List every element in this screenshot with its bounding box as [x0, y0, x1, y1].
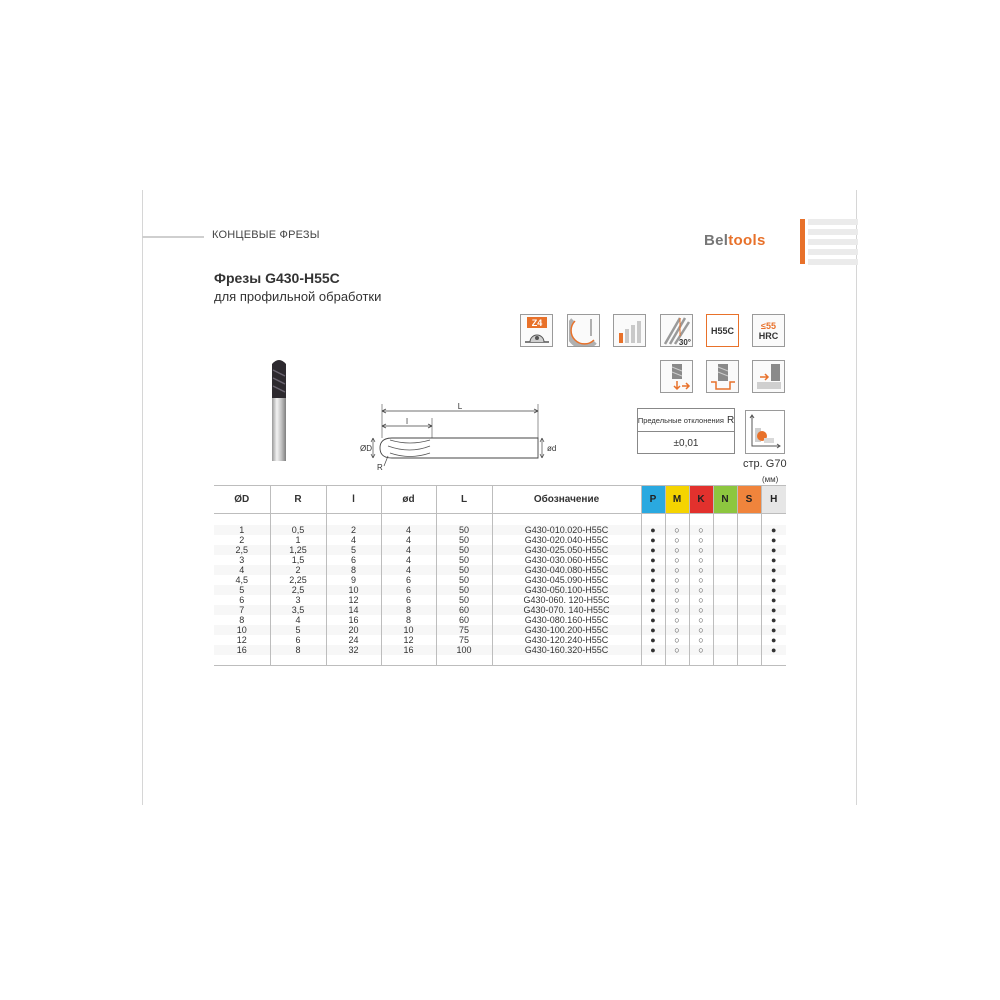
cell-iso-S [737, 625, 761, 635]
cell-diameter [214, 514, 270, 526]
cell-total-length: 100 [436, 645, 492, 655]
cell-iso-K: ○ [689, 575, 713, 585]
reference-page: стр. G70 [743, 458, 787, 470]
cell-designation: G430-060. 120-H55C [492, 595, 641, 605]
cell-designation: G430-010.020-H55C [492, 525, 641, 535]
cell-iso-K: ○ [689, 545, 713, 555]
cell-iso-S [737, 585, 761, 595]
cell-iso-H: ● [761, 555, 786, 565]
table-row [214, 645, 786, 655]
cell-diameter: 2 [239, 535, 245, 545]
cell-radius: 5 [270, 625, 326, 635]
cell-total-length: 50 [436, 565, 492, 575]
cell-iso-K: ○ [689, 595, 713, 605]
cell-diameter: 7 [214, 605, 270, 615]
side-milling-icon [752, 360, 785, 393]
drawing-label-l: l [406, 417, 408, 426]
cell-iso-N [713, 615, 737, 625]
cell-iso-M: ○ [665, 615, 689, 625]
cell-radius: 6 [270, 635, 326, 645]
cell-iso-S [737, 525, 761, 535]
cell-iso-K [689, 514, 713, 526]
col-header-iso-M: M [665, 486, 689, 514]
cell-iso-P: ● [641, 625, 665, 635]
cell-diameter: 6 [239, 595, 245, 605]
drawing-label-L: L [457, 402, 463, 411]
cell-designation: G430-120.240-H55C [492, 635, 641, 645]
cell-iso-P: ● [641, 585, 665, 595]
cell-diameter: 4,5 [235, 575, 248, 585]
cell-designation: G430-030.060-H55C [492, 555, 641, 565]
cell-iso-P [641, 655, 665, 666]
col-header-cut-length: l [326, 486, 381, 514]
hardness-icon [752, 314, 785, 347]
brand-logo-part1: Bel [704, 232, 729, 249]
col-header-iso-P: P [641, 486, 665, 514]
cell-cut-length [326, 514, 381, 526]
cell-total-length: 50 [436, 595, 492, 605]
cell-shank-diameter: 4 [381, 565, 436, 575]
cell-iso-S [737, 565, 761, 575]
page-border-right [856, 190, 857, 805]
cell-iso-M: ○ [665, 575, 689, 585]
product-title: Фрезы G430-H55C [214, 270, 340, 286]
brand-stripe [808, 249, 858, 255]
drawing-label-R: R [377, 463, 383, 472]
cell-total-length [436, 655, 492, 666]
table-row [214, 555, 786, 565]
cell-radius: 0,5 [270, 525, 326, 535]
table-spacer-row [214, 655, 786, 666]
cell-cut-length: 9 [326, 575, 381, 585]
cell-radius: 2 [270, 565, 326, 575]
section-rule [142, 236, 204, 238]
cell-cut-length [326, 655, 381, 666]
cell-diameter: 12 [236, 635, 247, 645]
cell-radius: 1 [270, 535, 326, 545]
col-header-iso-N: N [713, 486, 737, 514]
cell-total-length: 50 [436, 535, 492, 545]
cell-iso-H: ● [761, 585, 786, 595]
cell-designation: G430-040.080-H55C [492, 565, 641, 575]
cell-iso-P: ● [641, 525, 665, 535]
cell-iso-K: ○ [689, 605, 713, 615]
cell-designation [492, 514, 641, 526]
table-row [214, 605, 786, 615]
cell-cut-length: 14 [326, 605, 381, 615]
end-mill-photo [264, 356, 294, 466]
col-header-radius: R [270, 486, 326, 514]
cell-total-length: 50 [436, 585, 492, 595]
cell-iso-M: ○ [665, 625, 689, 635]
helix-angle-label: 30° [678, 337, 691, 346]
col-header-designation: Обозначение [492, 486, 641, 514]
cell-radius: 2,25 [270, 575, 326, 585]
cell-iso-K: ○ [689, 645, 713, 655]
cell-iso-S [737, 605, 761, 615]
cell-diameter: 8 [239, 615, 245, 625]
coating-icon [706, 314, 739, 347]
flutes-icon [520, 314, 553, 347]
cell-total-length: 60 [436, 605, 492, 615]
cell-shank-diameter: 6 [381, 595, 436, 605]
cell-iso-M [665, 514, 689, 526]
cell-designation: G430-100.200-H55C [492, 625, 641, 635]
cell-designation: G430-160.320-H55C [492, 645, 641, 655]
cell-iso-N [713, 605, 737, 615]
cell-iso-M: ○ [665, 555, 689, 565]
cell-radius: 3 [270, 595, 326, 605]
cell-diameter [214, 655, 270, 666]
cell-iso-S [737, 645, 761, 655]
cell-shank-diameter: 4 [381, 555, 436, 565]
cell-iso-S [737, 535, 761, 545]
drawing-label-d: ød [547, 444, 557, 453]
cell-iso-K: ○ [689, 535, 713, 545]
tolerance-label: Предельные отклонения [637, 415, 724, 425]
brand-stripe [808, 239, 858, 245]
cell-diameter: 1 [214, 525, 270, 535]
cell-diameter: 16 [214, 645, 270, 655]
cell-cut-length: 32 [326, 645, 381, 655]
col-header-iso-S: S [737, 486, 761, 514]
spec-table-body [214, 514, 786, 666]
cell-shank-diameter: 16 [381, 645, 436, 655]
cell-shank-diameter: 4 [381, 535, 436, 545]
cell-total-length [436, 514, 492, 526]
cell-iso-H: ● [761, 535, 786, 545]
product-subtitle: для профильной обработки [214, 289, 382, 304]
cell-iso-N [713, 565, 737, 575]
cell-iso-M: ○ [665, 545, 689, 555]
cell-radius: 3,5 [270, 605, 326, 615]
spec-table [214, 485, 786, 666]
cell-iso-P [641, 514, 665, 526]
slotting-icon [706, 360, 739, 393]
cell-shank-diameter: 8 [381, 615, 436, 625]
cell-diameter: 4 [214, 565, 270, 575]
cell-iso-K: ○ [689, 565, 713, 575]
tolerance-box [637, 408, 735, 454]
tolerance-symbol: R [726, 414, 735, 426]
cell-iso-N [713, 635, 737, 645]
cell-iso-H: ● [761, 635, 786, 645]
cell-designation: G430-050.100-H55C [492, 585, 641, 595]
cell-shank-diameter: 4 [381, 525, 436, 535]
col-header-shank-diameter: ød [381, 486, 436, 514]
cell-iso-S [737, 635, 761, 645]
cell-shank-diameter [381, 514, 436, 526]
cell-cut-length: 6 [326, 555, 381, 565]
flutes-label: Z4 [531, 317, 542, 328]
brand-logo [704, 232, 766, 249]
cell-designation: G430-070. 140-H55C [492, 605, 641, 615]
application-range-icon [613, 314, 646, 347]
cell-iso-P: ● [641, 645, 665, 655]
col-header-iso-K: K [689, 486, 713, 514]
brand-stripe [808, 219, 858, 225]
table-row [214, 615, 786, 625]
hardness-unit: HRC [758, 330, 779, 341]
cell-iso-N [713, 655, 737, 666]
cell-shank-diameter: 12 [381, 635, 436, 645]
cell-iso-P: ● [641, 565, 665, 575]
cell-iso-N [713, 545, 737, 555]
cell-iso-K: ○ [689, 555, 713, 565]
cell-designation: G430-020.040-H55C [492, 535, 641, 545]
cell-iso-H: ● [761, 615, 786, 625]
table-row [214, 595, 786, 605]
cell-iso-N [713, 585, 737, 595]
cell-total-length: 50 [436, 525, 492, 535]
cell-iso-H [761, 514, 786, 526]
cell-radius: 8 [270, 645, 326, 655]
cell-cut-length: 10 [326, 585, 381, 595]
brand-stripe [808, 259, 858, 265]
cell-iso-H: ● [761, 645, 786, 655]
cell-iso-N [713, 595, 737, 605]
table-row [214, 635, 786, 645]
cell-iso-M: ○ [665, 635, 689, 645]
cell-iso-M: ○ [665, 525, 689, 535]
cell-radius [270, 655, 326, 666]
cell-iso-S [737, 545, 761, 555]
cell-iso-H: ● [761, 605, 786, 615]
cell-iso-H [761, 655, 786, 666]
cell-shank-diameter: 4 [381, 545, 436, 555]
cell-iso-N [713, 525, 737, 535]
cell-radius [270, 514, 326, 526]
table-row [214, 525, 786, 535]
cell-iso-M [665, 655, 689, 666]
cell-iso-N [713, 514, 737, 526]
cell-iso-K: ○ [689, 625, 713, 635]
cell-diameter: 2,5 [214, 545, 270, 555]
cell-iso-N [713, 645, 737, 655]
cell-iso-N [713, 575, 737, 585]
cell-designation: G430-080.160-H55C [492, 615, 641, 625]
brand-stripe [808, 229, 858, 235]
cell-cut-length: 20 [326, 625, 381, 635]
cell-cut-length: 24 [326, 635, 381, 645]
col-header-total-length: L [436, 486, 492, 514]
cell-iso-P: ● [641, 535, 665, 545]
cell-shank-diameter: 8 [381, 605, 436, 615]
cell-cut-length: 8 [326, 565, 381, 575]
table-row [214, 575, 786, 585]
table-row [214, 545, 786, 555]
end-mill-drawing [360, 400, 570, 472]
cell-iso-H: ● [761, 575, 786, 585]
cell-cut-length: 12 [326, 595, 381, 605]
cell-iso-H: ● [761, 545, 786, 555]
cell-iso-P: ● [641, 595, 665, 605]
cell-iso-H: ● [761, 595, 786, 605]
cell-shank-diameter: 6 [381, 585, 436, 595]
cell-designation: G430-025.050-H55C [492, 545, 641, 555]
cell-iso-M: ○ [665, 605, 689, 615]
cell-iso-M: ○ [665, 585, 689, 595]
cell-iso-M: ○ [665, 565, 689, 575]
cell-iso-P: ● [641, 575, 665, 585]
unit-label: (мм) [762, 475, 779, 484]
cell-cut-length: 5 [326, 545, 381, 555]
col-header-diameter: ØD [214, 486, 270, 514]
hardness-value: ≤55 [761, 320, 776, 331]
cell-diameter: 5 [214, 585, 270, 595]
cell-iso-P: ● [641, 555, 665, 565]
table-header-row [214, 486, 786, 514]
cell-iso-K [689, 655, 713, 666]
cell-iso-P: ● [641, 615, 665, 625]
cutting-data-icon [745, 410, 785, 454]
cell-radius: 2,5 [270, 585, 326, 595]
cell-radius: 4 [270, 615, 326, 625]
brand-logo-part2: tools [728, 232, 766, 249]
cell-iso-S [737, 595, 761, 605]
tolerance-header [638, 409, 734, 432]
cell-diameter: 3 [239, 555, 245, 565]
cell-iso-N [713, 625, 737, 635]
cell-iso-S [737, 615, 761, 625]
cell-total-length: 50 [436, 545, 492, 555]
table-row [214, 585, 786, 595]
cell-shank-diameter [381, 655, 436, 666]
cell-shank-diameter: 6 [381, 575, 436, 585]
section-title: КОНЦЕВЫЕ ФРЕЗЫ [212, 229, 320, 241]
table-spacer-row [214, 514, 786, 526]
col-header-iso-H: H [761, 486, 786, 514]
cell-iso-K: ○ [689, 525, 713, 535]
coating-label: H55C [710, 325, 734, 336]
cell-cut-length: 2 [326, 525, 381, 535]
cell-iso-P: ● [641, 635, 665, 645]
cell-total-length: 75 [436, 625, 492, 635]
cell-iso-P: ● [641, 605, 665, 615]
cell-cut-length: 16 [326, 615, 381, 625]
cell-shank-diameter: 10 [381, 625, 436, 635]
cell-total-length: 50 [436, 575, 492, 585]
table-row [214, 565, 786, 575]
cell-cut-length: 4 [326, 535, 381, 545]
cell-diameter: 10 [214, 625, 270, 635]
cell-iso-S [737, 655, 761, 666]
tolerance-value: ±0,01 [673, 437, 699, 449]
cell-iso-H: ● [761, 565, 786, 575]
cell-iso-K: ○ [689, 585, 713, 595]
drawing-label-D: ØD [360, 444, 372, 453]
ball-end-profile-icon [567, 314, 600, 347]
cell-iso-S [737, 575, 761, 585]
cell-iso-M: ○ [665, 645, 689, 655]
brand-accent-bar [800, 219, 805, 264]
cell-total-length: 75 [436, 635, 492, 645]
cell-radius: 1,5 [270, 555, 326, 565]
cell-iso-P: ● [641, 545, 665, 555]
cell-iso-N [713, 535, 737, 545]
cell-designation: G430-045.090-H55C [492, 575, 641, 585]
page-border-left [142, 190, 143, 805]
cell-radius: 1,25 [270, 545, 326, 555]
cell-designation [492, 655, 641, 666]
table-row [214, 535, 786, 545]
cell-total-length: 60 [436, 615, 492, 625]
cell-total-length: 50 [436, 555, 492, 565]
cell-iso-S [737, 555, 761, 565]
helix-angle-icon [660, 314, 693, 347]
table-row [214, 625, 786, 635]
cell-iso-M: ○ [665, 535, 689, 545]
cell-iso-K: ○ [689, 615, 713, 625]
cell-iso-H: ● [761, 525, 786, 535]
cell-iso-N [713, 555, 737, 565]
cell-iso-S [737, 514, 761, 526]
plunge-milling-icon [660, 360, 693, 393]
cell-iso-M: ○ [665, 595, 689, 605]
cell-iso-H: ● [761, 625, 786, 635]
cell-iso-K: ○ [689, 635, 713, 645]
